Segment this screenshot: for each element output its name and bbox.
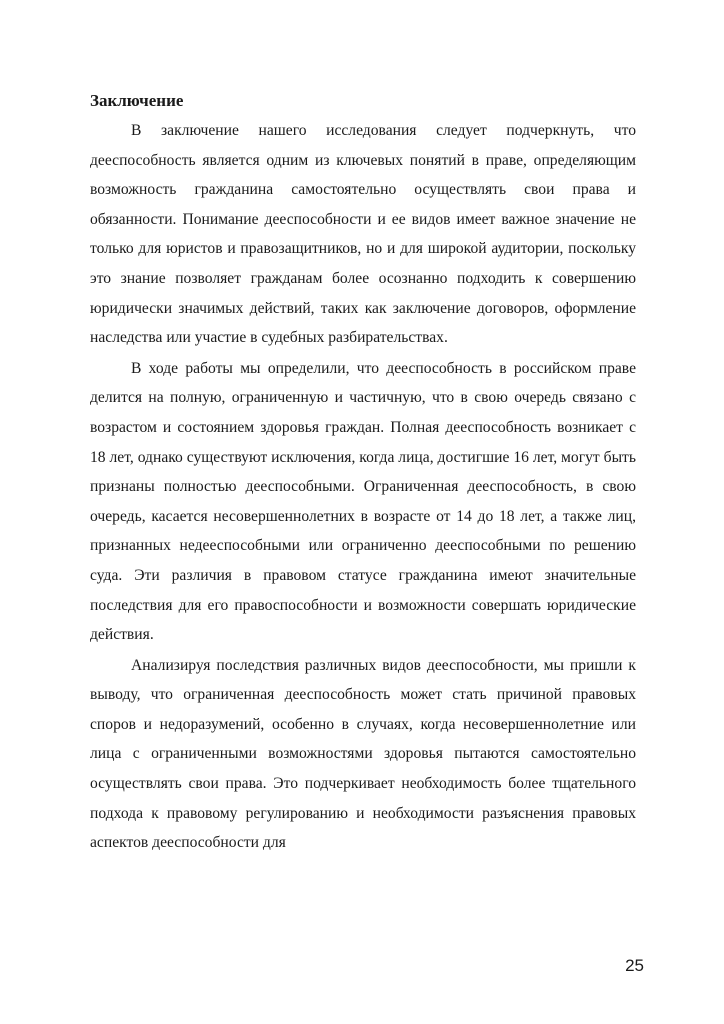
page-content (90, 88, 636, 859)
page-number: 25 (625, 956, 644, 975)
section-heading: Заключение (90, 91, 184, 110)
paragraph-2: В ходе работы мы определили, что дееспособность в российском праве делится на полную, ограниченную и частичную, что в свою очередь связано с возрастом и состоянием здоровья граждан. Полная дееспособность возникает с 18 лет, однако существуют исключения, когда лица, достигшие 16 лет, могут быть признаны полностью дееспособными. Ограниченная дееспособность, в свою очередь, касается несовершеннолетних в возрасте от 14 до 18 лет, а также лиц, признанных недееспособными или ограниченно дееспособными по решению суда. Эти различия в правовом статусе гражданина имеют значительные последствия для его правоспособности и возможности совершать юридические действия. (90, 359, 636, 644)
paragraph-1: В заключение нашего исследования следует подчеркнуть, что дееспособность является одним из ключевых понятий в праве, определяющим возможность гражданина самостоятельно осуществлять свои права и обязанности. Понимание дееспособности и ее видов имеет важное значение не только для юристов и правозащитников, но и для широкой аудитории, поскольку это знание позволяет гражданам более осознанно подходить к совершению юридически значимых действий, таких как заключение договоров, оформление наследства или участие в судебных разбирательствах. (90, 122, 636, 347)
paragraph-3: Анализируя последствия различных видов дееспособности, мы пришли к выводу, что ограниченная дееспособность может стать причиной правовых споров и недоразумений, особенно в случаях, когда несовершеннолетние или лица с ограниченными возможностями здоровья пытаются самостоятельно осуществлять свои права. Это подчеркивает необходимость более тщательного подхода к правовому регулированию и необходимости разъяснения правовых аспектов дееспособности для (90, 656, 636, 852)
